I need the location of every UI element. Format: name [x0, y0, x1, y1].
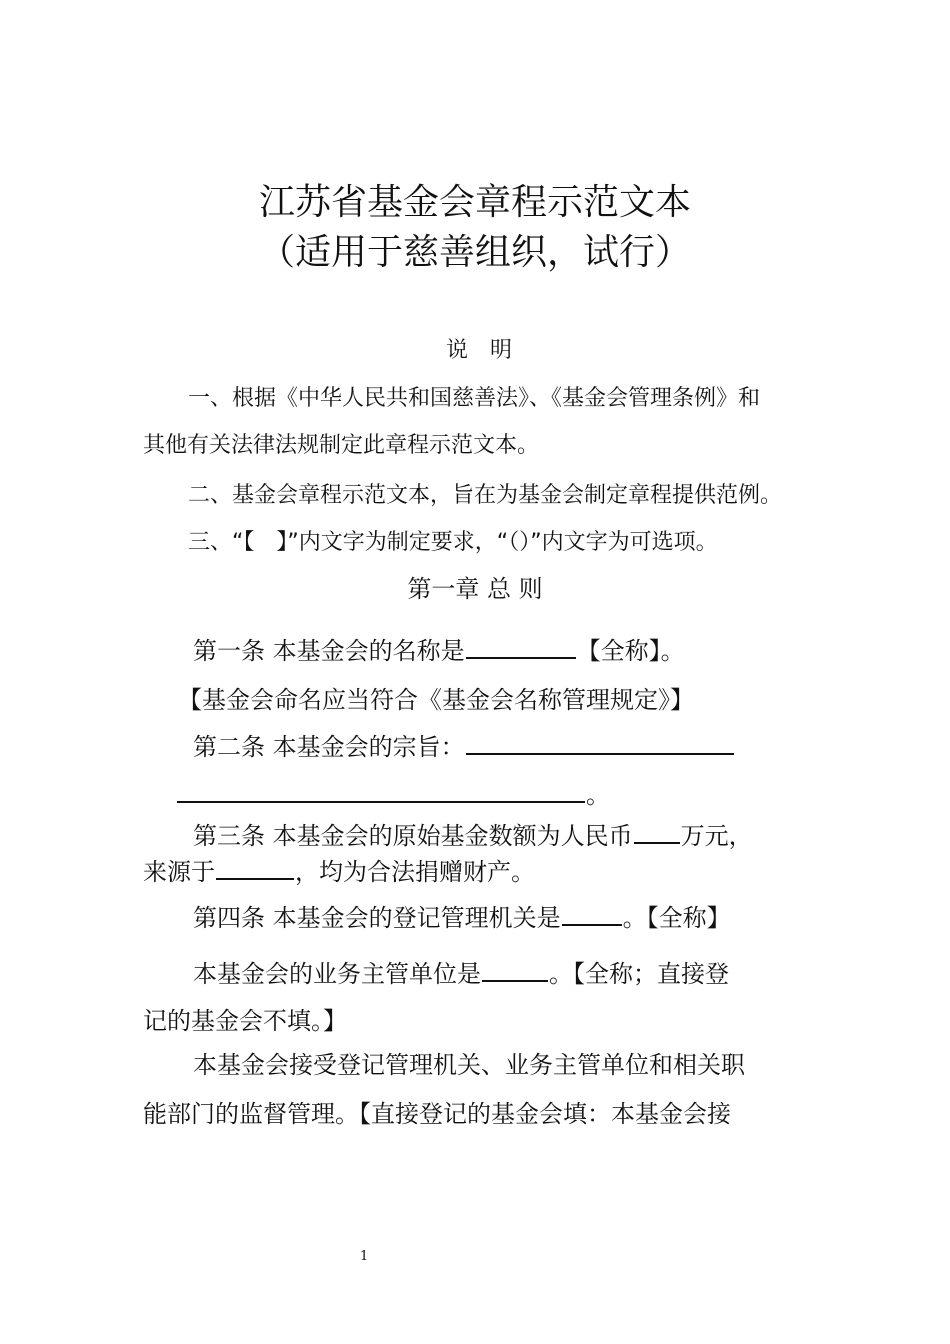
article-1-suffix: 【全称】。	[576, 637, 685, 665]
note-3: 三、“【 】”内文字为制定要求，“（）”内文字为可选项。	[188, 530, 718, 555]
article-3-unit: 万元，	[680, 822, 753, 850]
article-2	[193, 727, 735, 762]
article-1-blank[interactable]	[466, 633, 576, 659]
chapter-heading: 第一章 总 则	[407, 575, 543, 603]
article-4	[193, 898, 731, 933]
page-number: 1	[360, 1249, 369, 1264]
article-2-end: 。	[586, 781, 610, 809]
article-3-source-label: 来源于	[143, 858, 215, 886]
article-4-supervisor-blank[interactable]	[482, 956, 548, 982]
article-3-source-suffix: ，均为合法捐赠财产。	[295, 858, 535, 886]
note-2: 二、基金会章程示范文本，旨在为基金会制定章程提供范例。	[188, 483, 783, 508]
article-4-suffix: 。【全称】	[622, 904, 731, 932]
article-3-amount-blank[interactable]	[634, 818, 680, 844]
article-4-blank[interactable]	[562, 900, 622, 926]
article-3	[193, 816, 753, 851]
article-4-supervisor	[193, 954, 729, 989]
article-3-text: 第三条 本基金会的原始基金数额为人民币	[193, 822, 633, 850]
document-subtitle: （适用于慈善组织，试行）	[258, 232, 691, 273]
article-1-text: 第一条 本基金会的名称是	[193, 637, 465, 665]
article-3-line2	[143, 852, 535, 887]
article-2-line2	[176, 775, 610, 810]
article-4-oversight-line1: 本基金会接受登记管理机关、业务主管单位和相关职	[193, 1051, 745, 1079]
article-4-text: 第四条 本基金会的登记管理机关是	[193, 904, 561, 932]
article-4-oversight-line2: 能部门的监督管理。【直接登记的基金会填：本基金会接	[143, 1100, 731, 1128]
article-2-blank-1[interactable]	[466, 729, 734, 755]
article-2-blank-2[interactable]	[177, 777, 585, 803]
note-1-line1: 一、根据《中华人民共和国慈善法》、《基金会管理条例》和	[188, 386, 761, 411]
document-title: 江苏省基金会章程示范文本	[258, 182, 691, 223]
article-1-note: 【基金会命名应当符合《基金会名称管理规定》】	[178, 686, 694, 714]
note-1-line2: 其他有关法律法规制定此章程示范文本。	[143, 433, 540, 458]
article-1	[193, 631, 685, 666]
article-3-source-blank[interactable]	[216, 854, 294, 880]
notes-heading: 说 明	[445, 338, 512, 363]
article-4-supervisor-suffix: 。【全称；直接登	[549, 960, 729, 988]
article-2-text: 第二条 本基金会的宗旨：	[193, 733, 465, 761]
article-4-supervisor-text: 本基金会的业务主管单位是	[193, 960, 481, 988]
article-4-supervisor-line2: 记的基金会不填。】	[143, 1007, 347, 1035]
